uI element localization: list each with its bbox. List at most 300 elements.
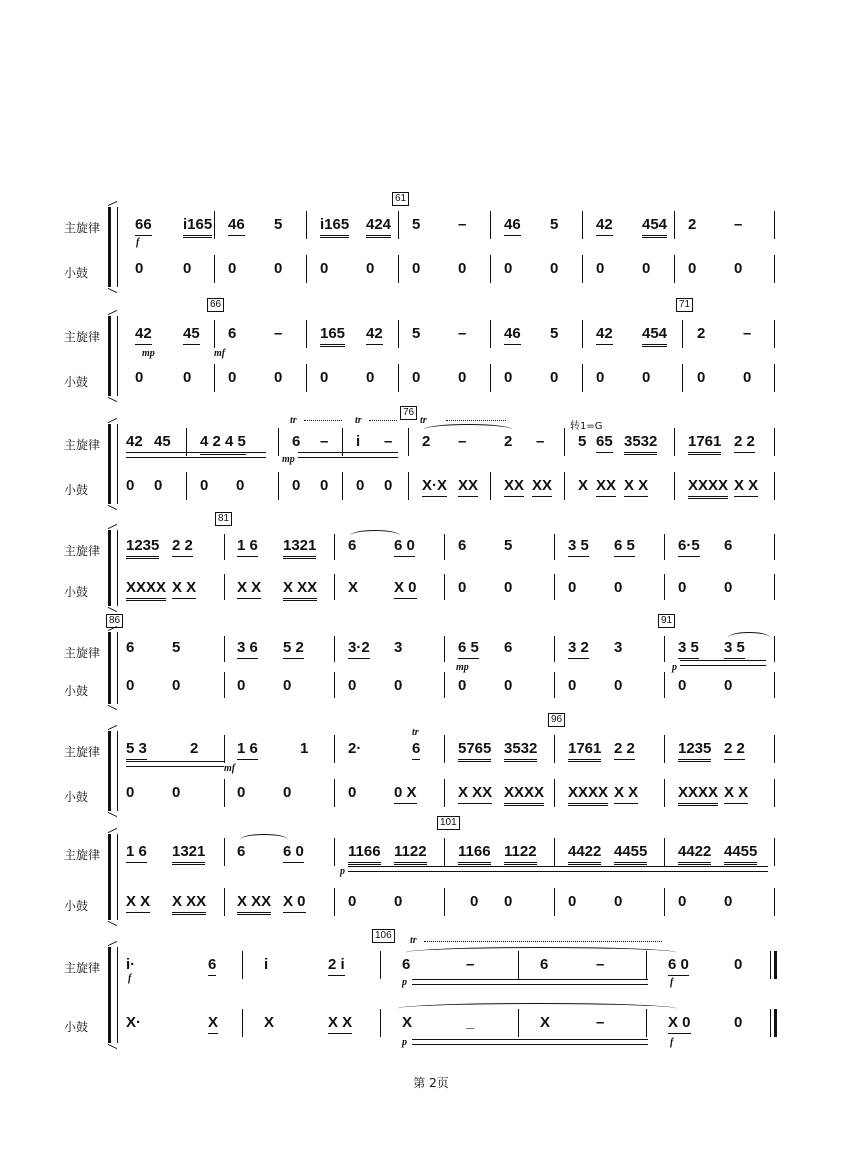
note-group: 1321 <box>283 536 316 559</box>
barline <box>224 838 225 866</box>
drum-note: 0 <box>228 260 237 277</box>
drum-note: 0 <box>135 260 144 277</box>
note-group: 6 5 <box>458 638 479 659</box>
barline <box>444 636 445 662</box>
melody-part-label: 主旋律 <box>64 330 101 344</box>
system-bracket <box>108 632 118 704</box>
note-group: 1122 <box>504 842 537 865</box>
drum-part-label: 小鼓 <box>64 375 89 389</box>
crescendo-hairpin <box>412 1039 648 1045</box>
note-group: i165 <box>183 215 212 238</box>
drum-note: 0 <box>458 260 467 277</box>
drum-note: 0 <box>200 477 209 494</box>
drum-note: 0 <box>678 579 687 596</box>
note-group: – <box>384 433 393 450</box>
barline <box>408 472 409 500</box>
crescendo-hairpin <box>126 452 266 458</box>
rehearsal-mark: 71 <box>676 298 693 312</box>
note-group: – <box>458 433 467 450</box>
barline <box>342 428 343 456</box>
note-group: 3 <box>394 639 403 656</box>
dynamic-mark: f <box>670 977 674 988</box>
drum-note: X <box>540 1014 551 1031</box>
system-bracket <box>108 207 118 287</box>
drum-note: X X <box>172 578 196 599</box>
note-group: 2 <box>504 433 513 450</box>
barline <box>664 888 665 916</box>
barline <box>774 574 775 600</box>
barline <box>224 636 225 662</box>
drum-note: 0 <box>596 260 605 277</box>
drum-note: 0 <box>614 893 623 910</box>
note-group: – <box>458 216 467 233</box>
barline <box>380 951 381 979</box>
barline <box>774 211 775 239</box>
barline <box>444 735 445 763</box>
barline <box>774 255 775 283</box>
drum-note: 0 <box>724 677 733 694</box>
drum-note: 0 <box>172 677 181 694</box>
note-group: 2 2 <box>734 432 755 453</box>
note-group: 6 <box>228 325 237 342</box>
drum-note: 0 <box>614 579 623 596</box>
note-group: 1761 <box>568 739 601 762</box>
note-group: 1235 <box>678 739 711 762</box>
drum-note: XXXX <box>126 578 166 601</box>
drum-note: 0 <box>366 260 375 277</box>
barline <box>306 364 307 392</box>
barline <box>444 574 445 600</box>
drum-note: XX <box>532 476 552 497</box>
note-group: 6 <box>504 639 513 656</box>
barline <box>554 672 555 698</box>
barline <box>334 574 335 600</box>
dynamic-mark: f <box>128 973 132 984</box>
drum-note: X <box>402 1014 413 1031</box>
barline <box>444 838 445 866</box>
barline <box>674 255 675 283</box>
note-group: 42 <box>596 324 613 345</box>
note-group: 6·5 <box>678 536 700 557</box>
drum-note: X X <box>624 476 648 497</box>
note-group: 42 <box>135 324 152 345</box>
rehearsal-mark: 86 <box>106 614 123 628</box>
dynamic-mark: mp <box>282 454 295 465</box>
drum-note: 0 <box>283 784 292 801</box>
drum-note: XXXX <box>678 783 718 806</box>
melody-part-label: 主旋律 <box>64 544 101 558</box>
drum-note: 0 <box>236 477 245 494</box>
note-group: 3 5 <box>724 638 745 659</box>
drum-note: – <box>596 1014 605 1031</box>
drum-note: 0 <box>697 369 706 386</box>
barline <box>490 211 491 239</box>
barline <box>214 211 215 239</box>
barline <box>490 255 491 283</box>
drum-note: XXXX <box>688 476 728 499</box>
drum-note: 0 <box>458 677 467 694</box>
tie <box>424 424 512 435</box>
crescendo-hairpin <box>126 761 224 767</box>
melody-part-label: 主旋律 <box>64 745 101 759</box>
note-group: 2 <box>190 740 199 757</box>
barline <box>774 838 775 866</box>
trill-wave <box>424 941 662 945</box>
drum-note: 0 <box>172 784 181 801</box>
drum-note: 0 <box>320 260 329 277</box>
dynamic-mark: mp <box>456 662 469 673</box>
barline <box>398 255 399 283</box>
barline <box>306 211 307 239</box>
drum-note: 0 <box>614 677 623 694</box>
note-group: 6 <box>237 843 246 860</box>
final-barline-thick <box>774 951 777 979</box>
drum-note: 0 <box>126 477 135 494</box>
barline <box>278 472 279 500</box>
barline <box>224 888 225 916</box>
trill-mark: tr <box>412 727 419 738</box>
barline <box>444 672 445 698</box>
barline <box>554 636 555 662</box>
barline <box>186 428 187 456</box>
final-barline-thin <box>770 1009 771 1037</box>
drum-note: X X <box>724 783 748 804</box>
drum-note: XXXX <box>568 783 608 806</box>
rehearsal-mark: 106 <box>372 929 395 943</box>
note-group: 4422 <box>678 842 711 865</box>
note-group: 1 6 <box>126 842 147 863</box>
barline <box>674 472 675 500</box>
drum-note: XX <box>596 476 616 497</box>
note-group: 1 <box>300 740 309 757</box>
drum-note: X <box>264 1014 275 1031</box>
barline <box>334 888 335 916</box>
drum-note: 0 <box>568 677 577 694</box>
drum-note: X X <box>126 892 150 913</box>
drum-note: X 0 <box>283 892 306 913</box>
drum-note: 0 <box>228 369 237 386</box>
trill-wave <box>369 420 397 424</box>
note-group: i <box>356 433 361 450</box>
note-group: 1166 <box>458 842 491 865</box>
system-bracket <box>108 947 118 1043</box>
drum-note: X X <box>237 578 261 599</box>
barline <box>398 211 399 239</box>
tie <box>350 530 400 541</box>
note-group: 3 6 <box>237 638 258 659</box>
final-barline-thick <box>774 1009 777 1037</box>
note-group: – <box>743 325 752 342</box>
barline <box>224 779 225 807</box>
drum-note: 0 <box>320 369 329 386</box>
drum-note: 0 <box>412 260 421 277</box>
drum-note: 0 <box>642 260 651 277</box>
barline <box>408 428 409 456</box>
note-group: 4 2 4 5 <box>200 432 246 455</box>
barline <box>554 838 555 866</box>
drum-note: 0 <box>366 369 375 386</box>
drum-note: XXXX <box>504 783 544 806</box>
drum-note: 0 <box>678 677 687 694</box>
note-group: i <box>264 956 269 973</box>
drum-note: 0 <box>348 677 357 694</box>
note-group: 2 <box>422 433 431 450</box>
drum-note: 0 <box>412 369 421 386</box>
note-group: 5 <box>504 537 513 554</box>
note-group: – <box>596 956 605 973</box>
final-barline-thin <box>770 951 771 979</box>
trill-wave <box>304 420 342 424</box>
drum-note: 0 <box>678 893 687 910</box>
drum-note: 0 <box>394 893 403 910</box>
note-group: – <box>458 325 467 342</box>
drum-part-label: 小鼓 <box>64 684 89 698</box>
drum-note: X· <box>126 1014 141 1031</box>
note-group: 42 <box>126 432 143 453</box>
drum-note: 0 <box>734 260 743 277</box>
drum-note: 0 <box>724 579 733 596</box>
drum-note: 0 <box>568 579 577 596</box>
drum-note: 0 <box>274 369 283 386</box>
note-group: 3532 <box>504 739 537 762</box>
drum-note: 0 <box>568 893 577 910</box>
rehearsal-mark: 61 <box>392 192 409 206</box>
note-group: 3 5 <box>568 536 589 557</box>
note-group: 66 <box>135 215 152 236</box>
tie <box>398 1003 676 1014</box>
drum-note: XX <box>504 476 524 497</box>
dynamic-mark: f <box>670 1037 674 1048</box>
note-group: 1166 <box>348 842 381 865</box>
note-group: 65 <box>596 432 613 453</box>
dynamic-mark: p <box>672 662 677 673</box>
drum-note: 0 <box>292 477 301 494</box>
drum-note: 0 <box>237 784 246 801</box>
barline <box>554 888 555 916</box>
drum-note: 0 <box>504 677 513 694</box>
page-number: 第 2页 <box>413 1076 449 1090</box>
drum-note: 0 <box>596 369 605 386</box>
drum-note: X XX <box>172 892 206 915</box>
barline <box>224 735 225 763</box>
trill-mark: tr <box>410 935 417 946</box>
barline <box>186 472 187 500</box>
system-bracket <box>108 316 118 396</box>
barline <box>774 888 775 916</box>
note-group: 5 2 <box>283 638 304 659</box>
note-group: 454 <box>642 215 667 238</box>
melody-part-label: 主旋律 <box>64 221 101 235</box>
note-group: 1122 <box>394 842 427 865</box>
drum-note: X·X <box>422 476 447 497</box>
barline <box>224 672 225 698</box>
drum-part-label: 小鼓 <box>64 585 89 599</box>
drum-part-label: 小鼓 <box>64 483 89 497</box>
barline <box>582 364 583 392</box>
drum-note: 0 <box>642 369 651 386</box>
drum-note: 0 <box>135 369 144 386</box>
note-group: 4455 <box>724 842 757 865</box>
barline <box>582 211 583 239</box>
barline <box>664 636 665 662</box>
note-group: 2 <box>697 325 706 342</box>
note-group: 3·2 <box>348 638 370 659</box>
dynamic-mark: mf <box>214 348 226 359</box>
drum-note: 0 <box>384 477 393 494</box>
system-bracket <box>108 731 118 811</box>
note-group: 1 6 <box>237 536 258 557</box>
note-group: 5 <box>412 216 421 233</box>
barline <box>646 1009 647 1037</box>
note-group: 42 <box>366 324 383 345</box>
barline <box>554 735 555 763</box>
drum-note: 0 <box>504 579 513 596</box>
drum-note: X <box>348 579 359 596</box>
barline <box>664 838 665 866</box>
rehearsal-mark: 101 <box>437 816 460 830</box>
drum-note: X XX <box>283 578 317 601</box>
drum-note: 0 <box>458 369 467 386</box>
note-group: 6 <box>458 537 467 554</box>
note-group: i165 <box>320 215 349 238</box>
note-group: 46 <box>504 215 521 236</box>
barline <box>774 364 775 392</box>
drum-note: 0 <box>348 784 357 801</box>
barline <box>242 1009 243 1037</box>
drum-note: X <box>578 477 589 494</box>
barline <box>334 636 335 662</box>
barline <box>554 574 555 600</box>
note-group: 424 <box>366 215 391 238</box>
note-group: 2 2 <box>724 739 745 760</box>
barline <box>664 574 665 600</box>
note-group: 5 <box>412 325 421 342</box>
barline <box>214 320 215 348</box>
note-group: 6 5 <box>614 536 635 557</box>
barline <box>444 888 445 916</box>
drum-note: 0 <box>394 677 403 694</box>
drum-note: 0 <box>458 579 467 596</box>
note-group: 45 <box>183 324 200 345</box>
drum-note: 0 <box>688 260 697 277</box>
drum-note: X XX <box>237 892 271 915</box>
drum-note: 0 <box>126 784 135 801</box>
barline <box>490 364 491 392</box>
note-group: 2 i <box>328 955 345 976</box>
note-group: 6 <box>208 955 216 976</box>
drum-note: 0 X <box>394 783 417 804</box>
crescendo-hairpin <box>412 979 648 985</box>
note-group: – <box>466 956 475 973</box>
rehearsal-mark: 76 <box>400 406 417 420</box>
drum-part-label: 小鼓 <box>64 266 89 280</box>
note-group: – <box>274 325 283 342</box>
note-group: 42 <box>596 215 613 236</box>
note-group: 6 <box>348 537 357 554</box>
barline <box>564 472 565 500</box>
note-group: 1761 <box>688 432 721 455</box>
tie <box>240 834 288 845</box>
note-group: – <box>734 216 743 233</box>
drum-note: 0 <box>743 369 752 386</box>
barline <box>664 672 665 698</box>
note-group: 6 <box>292 433 301 450</box>
trill-mark: tr <box>355 415 362 426</box>
note-group: 5765 <box>458 739 491 762</box>
note-group: 1 6 <box>237 739 258 760</box>
note-group: 165 <box>320 324 345 347</box>
barline <box>444 779 445 807</box>
barline <box>278 428 279 456</box>
barline <box>682 320 683 348</box>
barline <box>334 838 335 866</box>
drum-note: X X <box>734 476 758 497</box>
barline <box>674 211 675 239</box>
drum-note: 0 <box>320 477 329 494</box>
barline <box>582 320 583 348</box>
drum-note: 0 <box>274 260 283 277</box>
note-group: 6 0 <box>283 842 304 863</box>
barline <box>242 951 243 979</box>
dynamic-mark: mf <box>224 763 236 774</box>
barline <box>214 255 215 283</box>
note-group: 5 <box>550 325 559 342</box>
note-group: 3 5 <box>678 638 699 659</box>
drum-note: 0 <box>283 677 292 694</box>
barline <box>398 364 399 392</box>
dynamic-mark: p <box>402 1037 407 1048</box>
note-group: 46 <box>504 324 521 345</box>
note-group: 45 <box>154 432 171 453</box>
barline <box>398 320 399 348</box>
drum-note: 0 <box>356 477 365 494</box>
dynamic-mark: p <box>402 977 407 988</box>
dynamic-mark: mp <box>142 348 155 359</box>
barline <box>518 951 519 979</box>
drum-note: 0 <box>348 893 357 910</box>
barline <box>674 428 675 456</box>
note-group: 5 3 <box>126 739 147 760</box>
drum-note: X 0 <box>394 578 417 599</box>
drum-note: 0 <box>183 369 192 386</box>
barline <box>214 364 215 392</box>
barline <box>774 320 775 348</box>
note-group: 1235 <box>126 536 159 559</box>
drum-note: 0 <box>504 260 513 277</box>
melody-part-label: 主旋律 <box>64 848 101 862</box>
note-group: 2 2 <box>614 739 635 760</box>
barline <box>774 472 775 500</box>
dynamic-mark: f <box>136 237 140 248</box>
barline <box>774 779 775 807</box>
barline <box>490 320 491 348</box>
note-group: i· <box>126 956 136 973</box>
note-group: 3 <box>614 639 623 656</box>
drum-note: 0 <box>504 893 513 910</box>
drum-note: 0 <box>126 677 135 694</box>
note-group: 4455 <box>614 842 647 865</box>
rehearsal-mark: 96 <box>548 713 565 727</box>
drum-note: 0 <box>504 369 513 386</box>
key-change-label: 转1=G <box>570 421 603 432</box>
drum-note: 0 <box>183 260 192 277</box>
drum-note: X X <box>614 783 638 804</box>
note-group: 454 <box>642 324 667 347</box>
note-group: 5 <box>274 216 283 233</box>
note-group: – <box>536 433 545 450</box>
note-group: 0 <box>734 956 743 973</box>
note-group: 2 <box>688 216 697 233</box>
